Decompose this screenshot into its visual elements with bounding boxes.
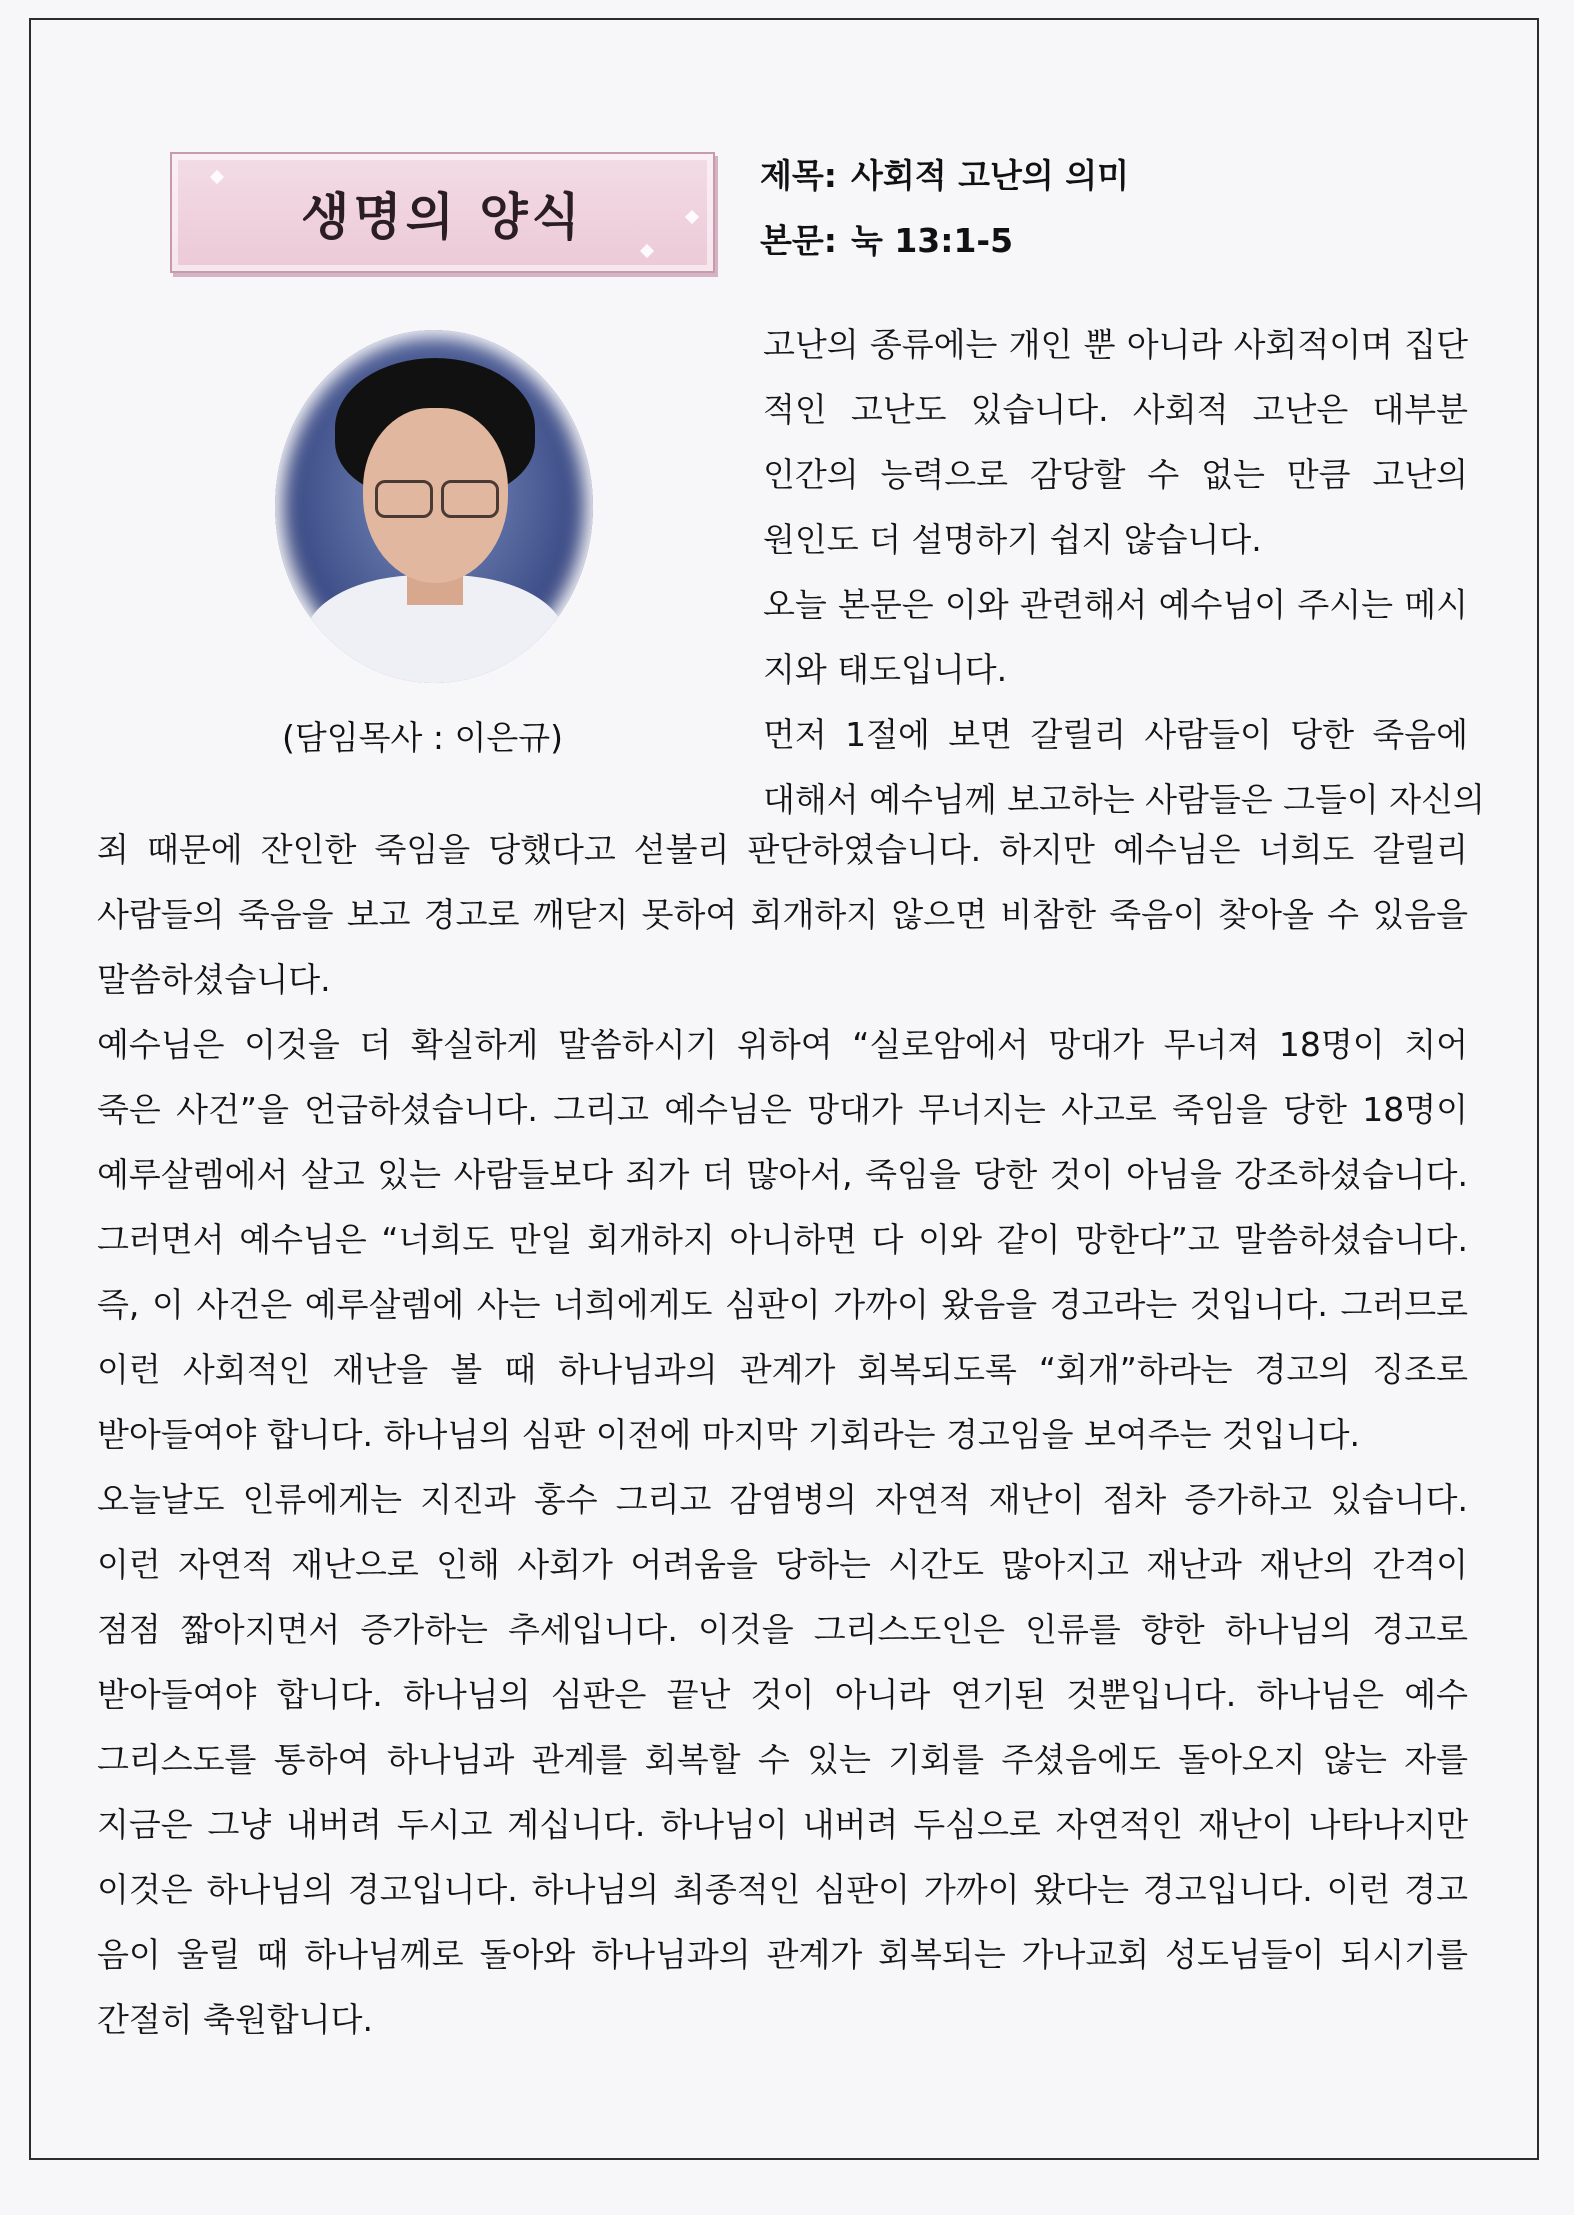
right-column-text	[763, 312, 1485, 832]
text-line: 그러면서 예수님은 “너희도 만일 회개하지 아니하면 다 이와 같이 망한다”고 말씀하셨습니다.	[97, 1220, 1468, 1259]
text-line: 먼저 1절에 보면 갈릴리 사람들이 당한 죽음에	[763, 715, 1468, 754]
main-text	[97, 817, 1468, 2052]
text-line: 인간의 능력으로 감당할 수 없는 만큼 고난의	[763, 455, 1468, 494]
sparkle-decoration	[210, 170, 224, 184]
scripture-value: 눅 13:1-5	[850, 221, 1014, 260]
sparkle-decoration	[640, 244, 654, 258]
text-line: 오늘날도 인류에게는 지진과 홍수 그리고 감염병의 자연적 재난이 점차 증가하고 있습니다.	[97, 1480, 1468, 1519]
text-line: 말씀하셨습니다.	[97, 960, 331, 999]
text-line: 예수님은 이것을 더 확실하게 말씀하시기 위하여 “실로암에서 망대가 무너져 18명이 치어	[97, 1025, 1468, 1064]
text-line: 그리스도를 통하여 하나님과 관계를 회복할 수 있는 기회를 주셨음에도 돌아오지 않는 자를	[97, 1740, 1468, 1779]
title-box	[170, 152, 715, 273]
text-line: 죄 때문에 잔인한 죽임을 당했다고 섣불리 판단하였습니다. 하지만 예수님은 너희도 갈릴리	[97, 830, 1468, 869]
text-line: 받아들여야 합니다. 하나님의 심판 이전에 마지막 기회라는 경고임을 보여주는 것입니다.	[97, 1415, 1360, 1454]
text-line: 음이 울릴 때 하나님께로 돌아와 하나님과의 관계가 회복되는 가나교회 성도님들이 되시기를	[97, 1935, 1468, 1974]
text-line: 고난의 종류에는 개인 뿐 아니라 사회적이며 집단	[763, 325, 1468, 364]
text-line: 이것은 하나님의 경고입니다. 하나님의 최종적인 심판이 가까이 왔다는 경고입니다. 이런 경고	[97, 1870, 1468, 1909]
text-line: 대해서 예수님께 보고하는 사람들은 그들이 자신의	[763, 780, 1485, 819]
text-line: 적인 고난도 있습니다. 사회적 고난은 대부분	[763, 390, 1468, 429]
subject-value: 사회적 고난의 의미	[850, 156, 1129, 195]
pastor-caption: (담임목사 : 이은규)	[282, 718, 563, 757]
text-line: 이런 사회적인 재난을 볼 때 하나님과의 관계가 회복되도록 “회개”하라는 경고의 징조로	[97, 1350, 1468, 1389]
text-line: 사람들의 죽음을 보고 경고로 깨닫지 못하여 회개하지 않으면 비참한 죽음이 찾아올 수 있음을	[97, 895, 1468, 934]
text-line: 이런 자연적 재난으로 인해 사회가 어려움을 당하는 시간도 많아지고 재난과 재난의 간격이	[97, 1545, 1468, 1584]
text-line: 지와 태도입니다.	[763, 650, 1008, 689]
scripture-label: 본문:	[760, 221, 837, 260]
pastor-photo	[275, 330, 593, 683]
subject-label: 제목:	[760, 156, 837, 195]
text-line: 예루살렘에서 살고 있는 사람들보다 죄가 더 많아서, 죽임을 당한 것이 아님을 강조하셨습니다.	[97, 1155, 1468, 1194]
text-line: 원인도 더 설명하기 쉽지 않습니다.	[763, 520, 1262, 559]
text-line: 오늘 본문은 이와 관련해서 예수님이 주시는 메시	[763, 585, 1468, 624]
text-line: 간절히 축원합니다.	[97, 2000, 374, 2039]
text-line: 점점 짧아지면서 증가하는 추세입니다. 이것을 그리스도인은 인류를 향한 하나님의 경고로	[97, 1610, 1468, 1649]
text-line: 죽은 사건”을 언급하셨습니다. 그리고 예수님은 망대가 무너지는 사고로 죽임을 당한 18명이	[97, 1090, 1468, 1129]
text-line: 지금은 그냥 내버려 두시고 계십니다. 하나님이 내버려 두심으로 자연적인 재난이 나타나지만	[97, 1805, 1468, 1844]
sparkle-decoration	[685, 210, 699, 224]
subject-line	[760, 150, 1129, 197]
page-title: 생명의 양식	[301, 187, 584, 246]
scripture-line	[760, 215, 1013, 262]
text-line: 받아들여야 합니다. 하나님의 심판은 끝난 것이 아니라 연기된 것뿐입니다. 하나님은 예수	[97, 1675, 1468, 1714]
text-line: 즉, 이 사건은 예루살렘에 사는 너희에게도 심판이 가까이 왔음을 경고라는 것입니다. 그러므로	[97, 1285, 1468, 1324]
